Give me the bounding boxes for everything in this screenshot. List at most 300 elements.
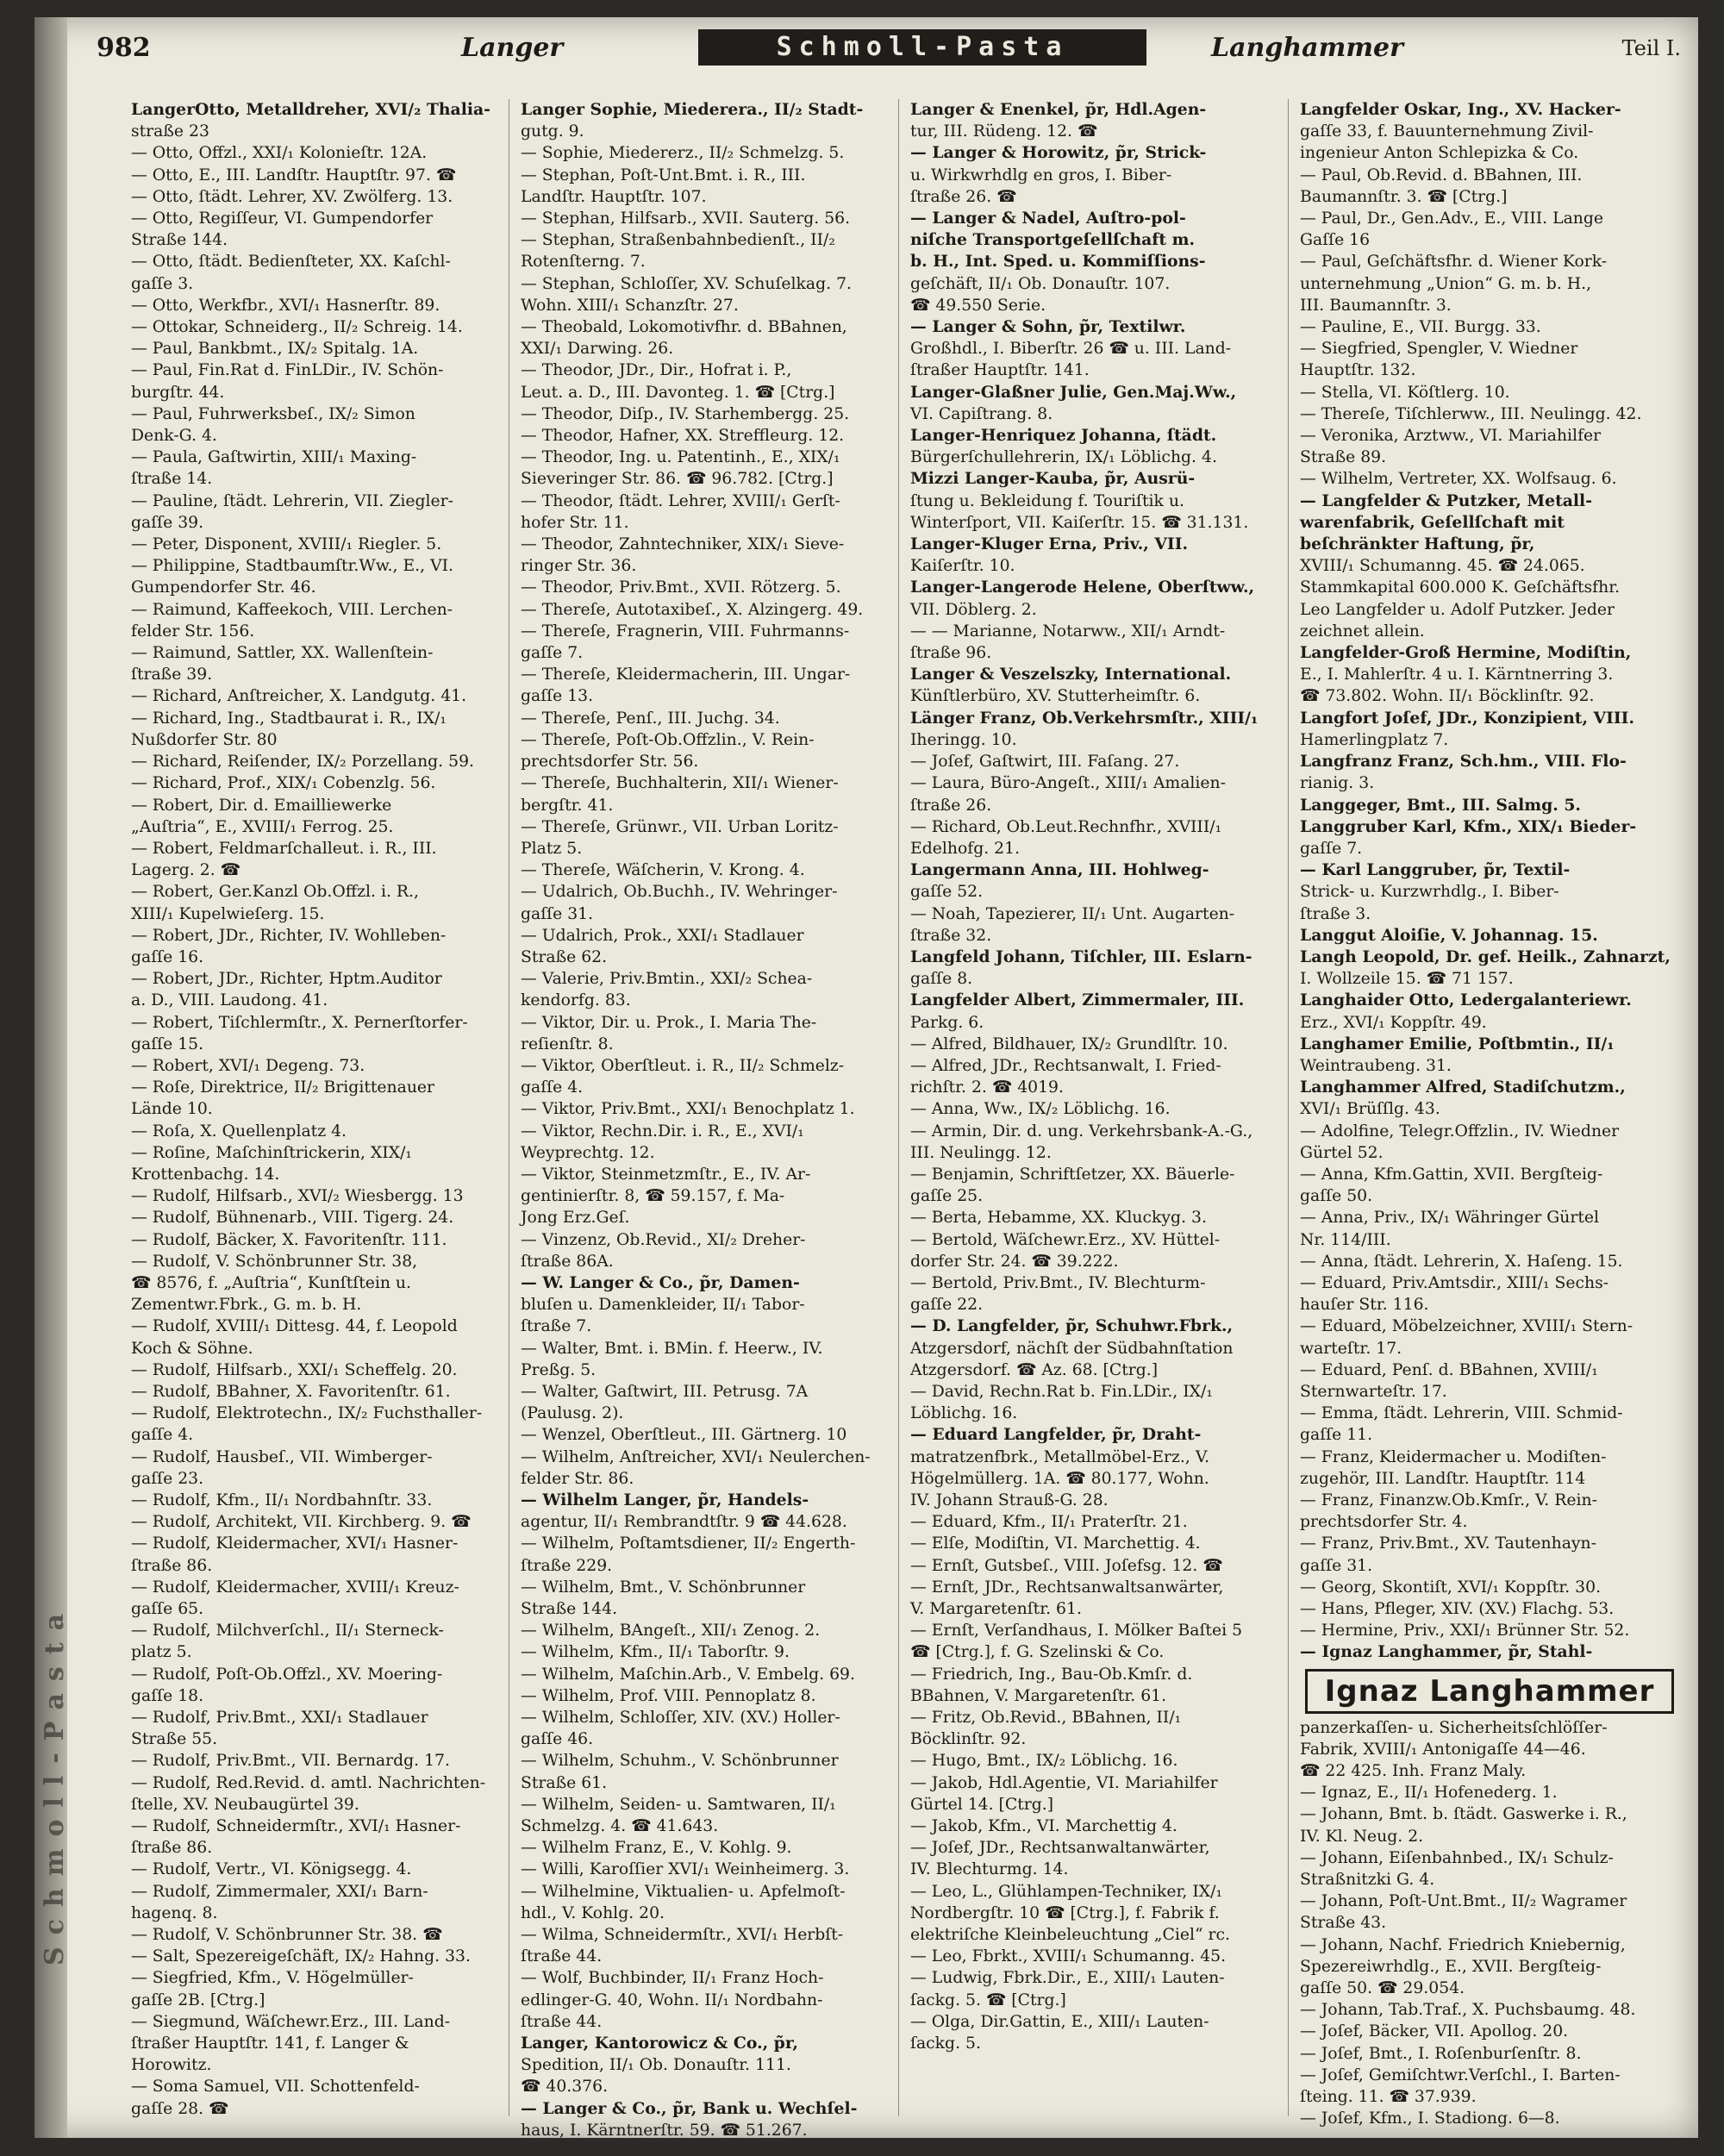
directory-entry: ſtraße 39. — [131, 666, 213, 684]
directory-entry: — Wilhelm, Bmt., V. Schönbrunner — [521, 1578, 806, 1597]
directory-entry: BBahnen, V. Margaretenſtr. 61. — [910, 1686, 1167, 1705]
directory-entry: Denk-G. 4. — [131, 427, 217, 446]
directory-entry: — Thereſe, Tiſchlerww., III. Neulingg. 42. — [1300, 404, 1642, 423]
directory-entry: — Rudolf, Hausbeſ., VII. Wimberger- — [131, 1447, 433, 1466]
directory-entry: — David, Rechn.Rat b. Fin.LDir., IX/₁ — [910, 1382, 1213, 1401]
directory-entry: Böcklinſtr. 92. — [910, 1730, 1027, 1749]
directory-entry: — Otto, ſtädt. Lehrer, XV. Zwölferg. 13. — [131, 187, 453, 206]
directory-entry: — Stephan, Hilfsarb., XVII. Sauterg. 56. — [521, 209, 851, 228]
directory-entry: — Otto, E., III. Landſtr. Hauptſtr. 97. ☎ — [131, 166, 457, 184]
directory-entry: — Wilhelm, Vertreter, XX. Wolfsaug. 6. — [1300, 470, 1617, 489]
directory-entry: ſtraße 44. — [521, 2012, 603, 2031]
directory-entry: — Ignaz Langhammer, p̃r, Stahl- — [1300, 1642, 1593, 1662]
directory-entry: — Eduard, Penſ. d. BBahnen, XVIII/₁ — [1300, 1360, 1598, 1379]
directory-entry: III. Baumannſtr. 3. — [1300, 296, 1452, 315]
directory-entry: — Rudolf, Milchverſchl., II/₁ Sterneck- — [131, 1622, 444, 1640]
directory-entry: — Rudolf, Hilfsarb., XVI/₂ Wiesbergg. 13 — [131, 1187, 464, 1206]
directory-entry: Langer-Glaßner Julie, Gen.Maj.Ww., — [910, 382, 1237, 402]
directory-entry: — Rudolf, Poſt-Ob.Offzl., XV. Moering- — [131, 1665, 443, 1684]
directory-entry: Langermann Anna, III. Hohlweg- — [910, 860, 1209, 880]
directory-entry: — Wilhelm, Schloſſer, XIV. (XV.) Holler- — [521, 1709, 840, 1728]
directory-entry: — Viktor, Priv.Bmt., XXI/₁ Benochplatz 1. — [521, 1100, 855, 1119]
directory-entry: — Stephan, Schloſſer, XV. Schuſelkag. 7. — [521, 274, 852, 293]
directory-entry: — Wilhelm, Maſchin.Arb., V. Embelg. 69. — [521, 1665, 855, 1684]
directory-entry: gaſſe 13. — [521, 687, 594, 706]
directory-entry: gaſſe 16. — [131, 947, 204, 966]
directory-entry: — Berta, Hebamme, XX. Kluckyg. 3. — [910, 1209, 1207, 1228]
column-2 — [519, 99, 899, 2140]
directory-entry: Großhdl., I. Biberſtr. 26 ☎ u. III. Land- — [910, 340, 1232, 359]
directory-entry: — Paul, Ob.Revid. d. BBahnen, III. — [1300, 166, 1583, 184]
directory-entry: bergſtr. 41. — [521, 796, 614, 815]
directory-entry: warenfabrik, Geſellſchaft mit — [1300, 512, 1565, 532]
directory-entry: hagenq. 8. — [131, 1903, 218, 1922]
directory-entry: unternehmung „Union“ G. m. b. H., — [1300, 274, 1592, 293]
directory-entry: V. Margaretenſtr. 61. — [910, 1600, 1082, 1619]
directory-entry: Zementwr.Fbrk., G. m. b. H. — [131, 1296, 362, 1315]
directory-entry: — Richard, Reiſender, IX/₂ Porzellang. 59. — [131, 753, 474, 772]
directory-entry: Langfelder Oskar, Ing., XV. Hacker- — [1300, 100, 1621, 119]
directory-entry: — Walter, Bmt. i. BMin. f. Heerw., IV. — [521, 1339, 823, 1358]
directory-entry: — Langer & Co., p̃r, Bank u. Wechſel- — [521, 2098, 858, 2118]
directory-entry: Koch & Söhne. — [131, 1339, 253, 1358]
directory-entry: — Wilhelm, BAngeſt., XII/₁ Zenog. 2. — [521, 1622, 821, 1640]
directory-entry: VII. Döblerg. 2. — [910, 600, 1037, 619]
directory-entry: Fabrik, XVIII/₁ Antonigaſſe 44—46. — [1300, 1740, 1586, 1759]
directory-entry: gaſſe 4. — [521, 1078, 584, 1097]
directory-entry: — Benjamin, Schriftſetzer, XX. Bäuerle- — [910, 1165, 1235, 1184]
directory-entry: — Georg, Skontiſt, XVI/₁ Koppſtr. 30. — [1300, 1578, 1602, 1597]
directory-entry: ſackg. 5. ☎ [Ctrg.] — [910, 1990, 1066, 2009]
column-4 — [1298, 99, 1677, 2128]
directory-entry: Künſtlerbüro, XV. Stutterheimſtr. 6. — [910, 687, 1201, 706]
directory-entry: Langer-Kluger Erna, Priv., VII. — [910, 534, 1189, 554]
directory-entry: — Udalrich, Ob.Buchh., IV. Wehringer- — [521, 883, 838, 902]
directory-entry: — Langfelder & Putzker, Metall- — [1300, 491, 1592, 510]
directory-entry: Winterſport, VII. Kaiſerſtr. 15. ☎ 31.131. — [910, 513, 1249, 532]
directory-entry: prechtsdorfer Str. 56. — [521, 753, 699, 772]
directory-entry: — Franz, Finanzw.Ob.Kmſr., V. Rein- — [1300, 1491, 1597, 1509]
directory-entry: ſtraße 3. — [1300, 904, 1371, 923]
directory-entry: — Richard, Ob.Leut.Rechnfhr., XVIII/₁ — [910, 817, 1222, 836]
directory-entry: — Ernſt, Verſandhaus, I. Mölker Baſtei 5 — [910, 1622, 1243, 1640]
directory-entry: — Anna, Priv., IX/₁ Währinger Gürtel — [1300, 1209, 1600, 1228]
directory-entry: (Paulusg. 2). — [521, 1404, 624, 1423]
directory-entry: gaſſe 22. — [910, 1296, 984, 1315]
directory-entry: E., I. Mahlerſtr. 4 u. I. Kärntnerring 3. — [1300, 666, 1614, 684]
directory-entry: — Thereſe, Penſ., III. Juchg. 34. — [521, 709, 780, 728]
directory-entry: ſtraße 26. ☎ — [910, 187, 1017, 206]
directory-entry: gaſſe 39. — [131, 513, 204, 532]
directory-entry: — Langer & Sohn, p̃r, Textilwr. — [910, 317, 1186, 337]
directory-entry: — Jakob, Hdl.Agentie, VI. Mariahilfer — [910, 1773, 1218, 1792]
directory-entry: „Auſtria“, E., XVIII/₁ Ferrog. 25. — [131, 817, 394, 836]
directory-entry: gaſſe 8. — [910, 970, 973, 989]
directory-entry: Horowitz. — [131, 2056, 212, 2075]
directory-entry: — Rudolf, Hilfsarb., XXI/₁ Scheffelg. 20. — [131, 1360, 458, 1379]
directory-entry: — Theodor, Diſp., IV. Starhembergg. 25. — [521, 404, 850, 423]
directory-entry: dorfer Str. 24. ☎ 39.222. — [910, 1252, 1119, 1271]
directory-entry: gaſſe 52. — [910, 883, 984, 902]
directory-entry: — Walter, Gaſtwirt, III. Petrusg. 7A — [521, 1382, 809, 1401]
directory-entry: — Wilma, Schneidermſtr., XVI/₁ Herbſt- — [521, 1926, 844, 1945]
directory-entry: ſtraße 32. — [910, 926, 992, 945]
directory-entry: Rotenſterng. 7. — [521, 253, 646, 272]
directory-entry: gaſſe 15. — [131, 1034, 204, 1053]
directory-entry: ingenieur Anton Schlepizka & Co. — [1300, 144, 1579, 163]
directory-entry: panzerkaſſen- u. Sicherheitsſchlöſſer- — [1300, 1718, 1608, 1737]
directory-entry: — Raimund, Kaffeekoch, VIII. Lerchen- — [131, 600, 453, 619]
directory-entry: Langhamer Emilie, Poſtbmtin., II/₁ — [1300, 1034, 1615, 1053]
directory-entry: I. Wollzeile 15. ☎ 71 157. — [1300, 970, 1514, 989]
directory-entry: — Wilhelm, Prof. VIII. Pennoplatz 8. — [521, 1686, 816, 1705]
running-head-right: Langhammer — [1211, 33, 1403, 63]
directory-entry: — Joſef, Gemiſchtwr.Verſchl., I. Barten- — [1300, 2065, 1621, 2084]
directory-entry: IV. Johann Strauß-G. 28. — [910, 1491, 1109, 1509]
directory-entry: — Joſef, Kfm., I. Stadiong. 6—8. — [1300, 2109, 1560, 2128]
directory-page — [34, 17, 1698, 2138]
directory-entry: Baumannſtr. 3. ☎ [Ctrg.] — [1300, 187, 1508, 206]
directory-entry: Högelmüllerg. 1A. ☎ 80.177, Wohn. — [910, 1469, 1209, 1488]
directory-entry: Langfeld Johann, Tiſchler, III. Eslarn- — [910, 947, 1252, 966]
directory-entry: ſtraße 86A. — [521, 1252, 614, 1271]
directory-entry: ſtraße 96. — [910, 644, 992, 663]
directory-entry: Langer Sophie, Miederera., II/₂ Stadt- — [521, 100, 864, 119]
directory-entry: — Otto, ſtädt. Bedienſteter, XX. Kaſchl- — [131, 253, 451, 272]
directory-entry: — Elſe, Modiſtin, VI. Marchettig. 4. — [910, 1534, 1201, 1553]
directory-entry: LangerOtto, Metalldreher, XVI/₂ Thalia- — [131, 100, 490, 119]
directory-entry: — Thereſe, Autotaxibeſ., X. Alzingerg. 49. — [521, 600, 864, 619]
directory-entry: platz 5. — [131, 1643, 192, 1662]
directory-entry: VI. Capiſtrang. 8. — [910, 404, 1053, 423]
directory-entry: agentur, II/₁ Rembrandtſtr. 9 ☎ 44.628. — [521, 1513, 847, 1532]
directory-entry: Sternwarteſtr. 17. — [1300, 1382, 1447, 1401]
directory-entry: IV. Blechturmg. 14. — [910, 1860, 1069, 1879]
part-label: Teil I. — [1621, 36, 1681, 60]
directory-entry: XVI/₁ Brüſſlg. 43. — [1300, 1100, 1440, 1119]
directory-entry: — Rudolf, V. Schönbrunner Str. 38. ☎ — [131, 1926, 443, 1945]
directory-entry: Hamerlingplatz 7. — [1300, 730, 1449, 749]
directory-entry: straße 23 — [131, 122, 209, 141]
directory-entry: Straße 62. — [521, 947, 608, 966]
directory-entry: Langgeger, Bmt., III. Salmg. 5. — [1300, 795, 1581, 815]
directory-entry: beſchränkter Haftung, p̃r, — [1300, 534, 1535, 554]
directory-entry: Straße 55. — [131, 1730, 218, 1749]
directory-entry: — Paul, Geſchäftsfhr. d. Wiener Kork- — [1300, 253, 1608, 272]
directory-entry: — Robert, JDr., Richter, IV. Wohlleben- — [131, 926, 447, 945]
directory-entry: zugehör, III. Landſtr. Hauptſtr. 114 — [1300, 1469, 1586, 1488]
directory-entry: — Rudolf, Kleidermacher, XVIII/₁ Kreuz- — [131, 1578, 459, 1597]
directory-entry: — Viktor, Dir. u. Prok., I. Maria The- — [521, 1013, 817, 1032]
directory-entry: — Otto, Regiſſeur, VI. Gumpendorfer — [131, 209, 434, 228]
directory-entry: — Richard, Anſtreicher, X. Landgutg. 41. — [131, 687, 467, 706]
directory-entry: Edelhofg. 21. — [910, 839, 1021, 858]
directory-entry: — Joſef, JDr., Rechtsanwaltanwärter, — [910, 1839, 1210, 1858]
page-edge-strip — [34, 17, 70, 2138]
directory-entry: gaſſe 18. — [131, 1686, 204, 1705]
directory-entry: elektriſche Kleinbeleuchtung „Ciel“ rc. — [910, 1926, 1231, 1945]
directory-entry: edlinger-G. 40, Wohn. II/₁ Nordbahn- — [521, 1990, 823, 2009]
directory-entry: — Wilhelm, Schuhm., V. Schönbrunner — [521, 1752, 839, 1771]
directory-entry: tur, III. Rüdeng. 12. ☎ — [910, 122, 1098, 141]
directory-entry: Gürtel 14. [Ctrg.] — [910, 1795, 1054, 1814]
directory-entry: — Rudolf, Kleidermacher, XVI/₁ Hasner- — [131, 1534, 459, 1553]
directory-entry: — Johann, Bmt. b. ſtädt. Gaswerke i. R., — [1300, 1805, 1627, 1824]
directory-entry: — — Marianne, Notarww., XII/₁ Arndt- — [910, 622, 1226, 641]
directory-entry: — Paul, Dr., Gen.Adv., E., VIII. Lange — [1300, 209, 1604, 228]
directory-entry: Gürtel 52. — [1300, 1143, 1384, 1162]
directory-entry: Atzgersdorf. ☎ Az. 68. [Ctrg.] — [910, 1360, 1159, 1379]
directory-entry: Langh Leopold, Dr. gef. Heilk., Zahnarzt, — [1300, 947, 1671, 966]
directory-entry: — Raimund, Sattler, XX. Wallenſtein- — [131, 644, 434, 663]
directory-entry: gaſſe 11. — [1300, 1426, 1373, 1445]
directory-entry: Landſtr. Hauptſtr. 107. — [521, 187, 707, 206]
directory-entry: b. H., Int. Sped. u. Kommiſſions- — [910, 252, 1206, 272]
directory-entry: gaſſe 28. ☎ — [131, 2099, 229, 2118]
directory-entry: gaſſe 2B. [Ctrg.] — [131, 1990, 265, 2009]
directory-entry: — Robert, Tiſchlermſtr., X. Pernerſtorfer- — [131, 1013, 468, 1032]
directory-entry: Nordbergſtr. 10 ☎ [Ctrg.], f. Fabrik f. — [910, 1903, 1220, 1922]
directory-entry: gaſſe 23. — [131, 1469, 204, 1488]
directory-entry: — Rudolf, Red.Revid. d. amtl. Nachrichten- — [131, 1773, 486, 1792]
directory-entry: — Laura, Büro-Angeſt., XIII/₁ Amalien- — [910, 774, 1226, 793]
directory-entry: — Rudolf, Architekt, VII. Kirchberg. 9. ☎ — [131, 1513, 472, 1532]
directory-entry: a. D., VIII. Laudong. 41. — [131, 991, 328, 1010]
directory-entry: — Stella, VI. Köſtlerg. 10. — [1300, 383, 1510, 402]
directory-entry: gaſſe 65. — [131, 1600, 204, 1619]
directory-entry: — Otto, Werkfbr., XVI/₁ Hasnerſtr. 89. — [131, 296, 440, 315]
directory-entry: Weyprechtg. 12. — [521, 1143, 655, 1162]
directory-entry: Mizzi Langer-Kauba, p̃r, Ausrü- — [910, 469, 1196, 489]
directory-entry: bluſen u. Damenkleider, II/₁ Tabor- — [521, 1296, 805, 1315]
directory-entry: ſtraßer Hauptſtr. 141. — [910, 361, 1090, 380]
directory-entry: ſteing. 11. ☎ 37.939. — [1300, 2088, 1477, 2107]
directory-entry: Langer & Enenkel, p̃r, Hdl.Agen- — [910, 100, 1207, 119]
directory-entry: felder Str. 156. — [131, 622, 255, 641]
directory-entry: — Richard, Ing., Stadtbaurat i. R., IX/₁ — [131, 709, 447, 728]
directory-entry: — Thereſe, Grünwr., VII. Urban Loritz- — [521, 817, 839, 836]
directory-entry: — Franz, Kleidermacher u. Modiſten- — [1300, 1447, 1607, 1466]
directory-entry: — Robert, Dir. d. Emailliewerke — [131, 796, 392, 815]
directory-entry: Weintraubeng. 31. — [1300, 1056, 1452, 1075]
directory-entry: — Franz, Priv.Bmt., XV. Tautenhayn- — [1300, 1534, 1596, 1553]
directory-entry: — Pauline, ſtädt. Lehrerin, VII. Ziegler- — [131, 491, 453, 510]
directory-entry: felder Str. 86. — [521, 1469, 634, 1488]
directory-entry: — Bertold, Wäſchewr.Erz., XV. Hüttel- — [910, 1230, 1221, 1249]
directory-entry: — Roſine, Maſchinſtrickerin, XIX/₁ — [131, 1143, 412, 1162]
directory-entry: — Ernſt, Gutsbeſ., VIII. Joſefsg. 12. ☎ — [910, 1556, 1223, 1575]
directory-entry: reſienſtr. 8. — [521, 1034, 614, 1053]
directory-entry: — Anna, Kfm.Gattin, XVII. Bergſteig- — [1300, 1165, 1603, 1184]
directory-entry: — Udalrich, Prok., XXI/₁ Stadlauer — [521, 926, 804, 945]
directory-entry: gaſſe 25. — [910, 1187, 984, 1206]
directory-entry: — Philippine, Stadtbaumſtr.Ww., E., VI. — [131, 557, 454, 576]
directory-entry: ☎ 8576, f. „Auſtria“, Kunſtſtein u. — [131, 1273, 411, 1292]
directory-entry: Straße 144. — [521, 1600, 618, 1619]
directory-entry: Leo Langfelder u. Adolf Putzker. Jeder — [1300, 600, 1615, 619]
directory-entry: Langhammer Alfred, Stadiſchutzm., — [1300, 1078, 1626, 1097]
directory-entry: Hauptſtr. 132. — [1300, 361, 1416, 380]
header-advertisement: Schmoll-Pasta — [698, 29, 1146, 66]
directory-entry: Platz 5. — [521, 839, 583, 858]
directory-entry: — Theodor, Ing. u. Patentinh., E., XIX/₁ — [521, 448, 840, 467]
directory-entry: Kaiſerſtr. 10. — [910, 557, 1015, 576]
directory-entry: Atzgersdorf, nächſt der Südbahnſtation — [910, 1339, 1234, 1358]
directory-entry: Schmelzg. 4. ☎ 41.643. — [521, 1817, 719, 1836]
directory-entry: — Rudolf, Zimmermaler, XXI/₁ Barn- — [131, 1882, 428, 1901]
directory-entry: Spedition, II/₁ Ob. Donauſtr. 111. — [521, 2056, 791, 2075]
directory-entry: Langfranz Franz, Sch.hm., VIII. Flo- — [1300, 752, 1627, 772]
directory-entry: — Friedrich, Ing., Bau-Ob.Kmſr. d. — [910, 1665, 1193, 1684]
directory-columns — [129, 99, 1681, 2140]
directory-entry: Straße 89. — [1300, 448, 1387, 467]
directory-entry: — Johann, Eiſenbahnbed., IX/₁ Schulz- — [1300, 1848, 1614, 1867]
directory-entry: — Soma Samuel, VII. Schottenfeld- — [131, 2078, 420, 2097]
directory-entry: — Theodor, JDr., Dir., Hofrat i. P., — [521, 361, 792, 380]
directory-entry: — Ottokar, Schneiderg., II/₂ Schreig. 14. — [131, 318, 463, 337]
directory-entry: Langer, Kantorowicz & Co., p̃r, — [521, 2034, 798, 2053]
directory-entry: — Alfred, JDr., Rechtsanwalt, I. Fried- — [910, 1056, 1221, 1075]
directory-entry: prechtsdorfer Str. 4. — [1300, 1513, 1468, 1532]
directory-entry: Spezereiwrhdlg., E., XVII. Bergſteig- — [1300, 1957, 1602, 1976]
directory-entry: — Eduard, Möbelzeichner, XVIII/₁ Stern- — [1300, 1317, 1633, 1336]
directory-entry: — Ignaz, E., II/₁ Hofenederg. 1. — [1300, 1784, 1558, 1803]
column-1 — [129, 99, 509, 2116]
directory-entry: ſtraße 86. — [131, 1839, 213, 1858]
ad-banner-ignaz-langhammer: Ignaz Langhammer — [1305, 1669, 1674, 1714]
directory-entry: — Adolfine, Telegr.Offzlin., IV. Wiedner — [1300, 1122, 1620, 1140]
directory-entry: Straße 61. — [521, 1773, 608, 1792]
directory-entry: ſtraße 229. — [521, 1556, 613, 1575]
directory-entry: — Leo, L., Glühlampen-Techniker, IX/₁ — [910, 1882, 1222, 1901]
directory-entry: Langhaider Otto, Ledergalanteriewr. — [1300, 991, 1632, 1010]
directory-entry: — Noah, Tapezierer, II/₁ Unt. Augarten- — [910, 904, 1235, 923]
directory-entry: Leut. a. D., III. Davonteg. 1. ☎ [Ctrg.] — [521, 383, 835, 402]
directory-entry: — Robert, Ger.Kanzl Ob.Offzl. i. R., — [131, 883, 419, 902]
directory-entry: — Joſef, Gaſtwirt, III. Faſang. 27. — [910, 753, 1180, 772]
directory-entry: — Wilhelm, Kfm., II/₁ Taborſtr. 9. — [521, 1643, 790, 1662]
directory-entry: — Wilhelm, Anſtreicher, XVI/₁ Neulerchen- — [521, 1447, 871, 1466]
directory-entry: gentinierſtr. 8, ☎ 59.157, f. Ma- — [521, 1187, 785, 1206]
directory-entry: — Leo, Fbrkt., XVIII/₁ Schumanng. 45. — [910, 1947, 1227, 1966]
directory-entry: — Wilhelm Langer, p̃r, Handels- — [521, 1490, 809, 1509]
directory-entry: Löblichg. 16. — [910, 1404, 1018, 1423]
directory-entry: — Theobald, Lokomotivfhr. d. BBahnen, — [521, 318, 847, 337]
directory-entry: ſtraße 14. — [131, 470, 213, 489]
directory-entry: ☎ 40.376. — [521, 2078, 609, 2097]
directory-entry: rianig. 3. — [1300, 774, 1375, 793]
page-number: 982 — [97, 33, 151, 63]
directory-entry: ſtraße 26. — [910, 796, 992, 815]
directory-entry: — Veronika, Arztww., VI. Mariahilfer — [1300, 427, 1602, 446]
directory-entry: Langgut Aloiſie, V. Johannag. 15. — [1300, 925, 1598, 945]
directory-entry: gaſſe 31. — [1300, 1556, 1373, 1575]
directory-entry: — Hugo, Bmt., IX/₂ Löblichg. 16. — [910, 1752, 1178, 1771]
directory-entry: — Roſa, X. Quellenplatz 4. — [131, 1122, 347, 1140]
directory-entry: — Thereſe, Buchhalterin, XII/₁ Wiener- — [521, 774, 839, 793]
directory-entry: Langer & Veszelszky, International. — [910, 665, 1232, 684]
directory-entry: — Johann, Poſt-Unt.Bmt., II/₂ Wagramer — [1300, 1892, 1627, 1911]
directory-entry: — Valerie, Priv.Bmtin., XXI/₂ Schea- — [521, 970, 813, 989]
directory-entry: Straße 43. — [1300, 1914, 1387, 1933]
column-3 — [909, 99, 1289, 2116]
directory-entry: — Rudolf, XVIII/₁ Dittesg. 44, f. Leopold — [131, 1317, 458, 1336]
directory-entry: Stammkapital 600.000 K. Geſchäftsfhr. — [1300, 578, 1621, 597]
directory-entry: — Thereſe, Poſt-Ob.Offzlin., V. Rein- — [521, 730, 815, 749]
directory-entry: — Richard, Prof., XIX/₁ Cobenzlg. 56. — [131, 774, 436, 793]
directory-entry: ringer Str. 36. — [521, 557, 637, 576]
directory-entry: Lagerg. 2. ☎ — [131, 861, 241, 880]
directory-entry: ſtelle, XV. Neubaugürtel 39. — [131, 1795, 359, 1814]
directory-entry: Gumpendorfer Str. 46. — [131, 578, 316, 597]
directory-entry: — Ernſt, JDr., Rechtsanwaltsanwärter, — [910, 1578, 1224, 1597]
directory-entry: Langer-Langerode Helene, Oberſtww., — [910, 578, 1255, 597]
directory-entry: — Paul, Fuhrwerksbeſ., IX/₂ Simon — [131, 404, 415, 423]
directory-entry: gaſſe 31. — [521, 904, 594, 923]
directory-entry: — Wilhelm, Seiden- u. Samtwaren, II/₁ — [521, 1795, 836, 1814]
directory-entry: ſtraße 44. — [521, 1947, 603, 1966]
directory-entry: ☎ 22 425. Inh. Franz Maly. — [1300, 1762, 1527, 1781]
directory-entry: gaſſe 3. — [131, 274, 194, 293]
directory-entry: — Alfred, Bildhauer, IX/₂ Grundlſtr. 10. — [910, 1034, 1228, 1053]
directory-entry: — Roſe, Direktrice, II/₂ Brigittenauer — [131, 1078, 435, 1097]
directory-entry: — Wilhelmine, Viktualien- u. Apfelmoſt- — [521, 1882, 846, 1901]
directory-entry: — Hermine, Priv., XXI/₁ Brünner Str. 52. — [1300, 1622, 1630, 1640]
directory-entry: — Jakob, Kfm., VI. Marchettig 4. — [910, 1817, 1177, 1836]
directory-entry: — Paula, Gaſtwirtin, XIII/₁ Maxing- — [131, 448, 417, 467]
directory-entry: — Theodor, Zahntechniker, XIX/₁ Sieve- — [521, 535, 845, 554]
directory-entry: — Theodor, Priv.Bmt., XVII. Rötzerg. 5. — [521, 578, 841, 597]
directory-entry: — Langer & Nadel, Auſtro-pol- — [910, 209, 1186, 228]
directory-entry: — Wolf, Buchbinder, II/₁ Franz Hoch- — [521, 1969, 824, 1988]
directory-entry: ☎ 73.802. Wohn. II/₁ Böcklinſtr. 92. — [1300, 687, 1595, 706]
directory-entry: Parkg. 6. — [910, 1013, 984, 1032]
directory-entry: — D. Langfelder, p̃r, Schuhwr.Fbrk., — [910, 1316, 1234, 1336]
directory-entry: gaſſe 7. — [521, 644, 584, 663]
directory-entry: — Rudolf, Elektrotechn., IX/₂ Fuchsthaller- — [131, 1404, 483, 1423]
directory-entry: gaſſe 46. — [521, 1730, 594, 1749]
directory-entry: — Stephan, Poſt-Unt.Bmt. i. R., III. — [521, 166, 806, 184]
directory-entry: — Johann, Nachf. Friedrich Kniebernig, — [1300, 1935, 1626, 1954]
directory-entry: — Robert, JDr., Richter, Hptm.Auditor — [131, 970, 442, 989]
directory-entry: — Wilhelm Franz, E., V. Kohlg. 9. — [521, 1839, 792, 1858]
directory-entry: — Armin, Dir. d. ung. Verkehrsbank-A.-G., — [910, 1122, 1253, 1140]
directory-entry: Jong Erz.Geſ. — [521, 1209, 630, 1228]
directory-entry: XIII/₁ Kupelwieſerg. 15. — [131, 904, 325, 923]
directory-entry: Langfelder Albert, Zimmermaler, III. — [910, 991, 1245, 1010]
directory-entry: warteſtr. 17. — [1300, 1339, 1402, 1358]
directory-entry: III. Neulingg. 12. — [910, 1143, 1052, 1162]
directory-entry: — Langer & Horowitz, p̃r, Strick- — [910, 143, 1207, 163]
directory-entry: hdl., V. Kohlg. 20. — [521, 1903, 665, 1922]
directory-entry: — Joſef, Bmt., I. Roſenburſenſtr. 8. — [1300, 2044, 1582, 2063]
directory-entry: ſackg. 5. — [910, 2034, 981, 2053]
directory-entry: — Fritz, Ob.Revid., BBahnen, II/₁ — [910, 1709, 1182, 1728]
directory-entry: — Siegmund, Wäſchewr.Erz., III. Land- — [131, 2012, 451, 2031]
directory-entry: — Wenzel, Oberſtleut., III. Gärtnerg. 10 — [521, 1426, 847, 1445]
directory-entry: Lände 10. — [131, 1100, 213, 1119]
directory-entry: — Eduard, Kfm., II/₁ Praterſtr. 21. — [910, 1513, 1188, 1532]
edge-text: Schmoll-Pasta — [40, 1601, 70, 1965]
directory-entry: — Rudolf, Priv.Bmt., XXI/₁ Stadlauer — [131, 1709, 428, 1728]
directory-entry: — Thereſe, Wäſcherin, V. Krong. 4. — [521, 861, 805, 880]
directory-entry: Straße 144. — [131, 231, 228, 250]
directory-entry: — Rudolf, Vertr., VI. Königsegg. 4. — [131, 1860, 412, 1879]
directory-entry: — Theodor, ſtädt. Lehrer, XVIII/₁ Gerſt- — [521, 491, 840, 510]
directory-entry: gaſſe 7. — [1300, 839, 1363, 858]
directory-entry: — Theodor, Hafner, XX. Streffleurg. 12. — [521, 427, 845, 446]
directory-entry: — Thereſe, Kleidermacherin, III. Ungar- — [521, 666, 851, 684]
